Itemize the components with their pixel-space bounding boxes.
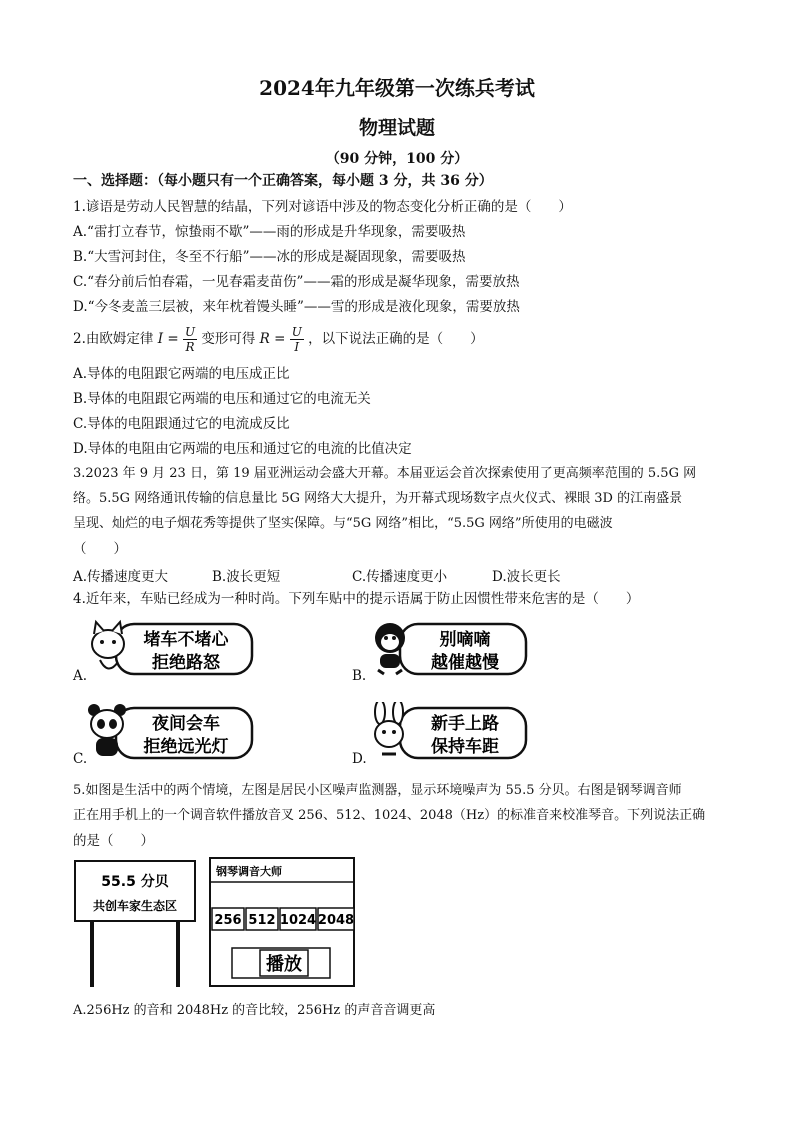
q2-prefix: 2.由欧姆定律 [73, 331, 154, 347]
sticker-b-line2: 越催越慢 [431, 653, 499, 673]
noise-reading: 55.5 分贝 [101, 874, 169, 890]
freq-label-2048: 2048 [317, 913, 355, 928]
exam-title: 2024年九年级第一次练兵考试 [259, 76, 535, 100]
play-label: 播放 [266, 954, 302, 975]
exam-meta: （90 分钟，100 分） [325, 151, 469, 167]
sticker-c-line1: 夜间会车 [152, 714, 220, 734]
sticker-a-line1: 堵车不堵心 [143, 630, 229, 650]
sticker-c-line2: 拒绝远光灯 [143, 737, 229, 757]
q3-option-a: A.传播速度更大 [73, 569, 169, 585]
rabbit-icon [375, 702, 403, 754]
q2-option-d: D.导体的电阻由它两端的电压和通过它的电流的比值决定 [73, 441, 412, 457]
formula1-lhs: I [157, 331, 164, 347]
app-title: 钢琴调音大师 [216, 865, 282, 878]
sticker-a-letter: A. [73, 668, 88, 684]
formula2-fraction [290, 325, 304, 354]
q1-option-c: C.“春分前后怕春霜，一见春霜麦苗伤”——霜的形成是凝华现象，需要放热 [73, 274, 520, 290]
formula1-numerator: U [184, 325, 196, 339]
q3-line-3: 呈现、灿烂的电子烟花秀等提供了坚实保障。与“5G 网络”相比，“5.5G 网络”所使用的电磁波 [73, 516, 613, 531]
sticker-b-line1: 别嘀嘀 [439, 630, 491, 650]
sticker-a [86, 618, 256, 680]
freq-label-512: 512 [248, 913, 276, 928]
formula1-denominator: R [185, 340, 195, 354]
q2-option-a: A.导体的电阻跟它两端的电压成正比 [73, 366, 290, 382]
penguin-icon [375, 623, 405, 674]
formula2-numerator: U [291, 325, 302, 339]
q1-option-d: D.“今冬麦盖三层被，来年枕着馒头睡”——雪的形成是液化现象，需要放热 [73, 299, 520, 315]
q1-stem: 1.谚语是劳动人民智慧的结晶，下列对谚语中涉及的物态变化分析正确的是（ ） [73, 199, 572, 215]
q3-option-b: B.波长更短 [212, 569, 281, 585]
q5-line-2: 正在用手机上的一个调音软件播放音叉 256、512、1024、2048（Hz）的标准音来校准琴音。下列说法正确 [73, 808, 706, 823]
sticker-d-line2: 保持车距 [431, 737, 499, 757]
q2-option-c: C.导体的电阻跟通过它的电流成反比 [73, 416, 290, 432]
sticker-c [86, 702, 256, 764]
sticker-d-letter: D. [352, 751, 367, 767]
formula1-fraction [183, 325, 197, 354]
sticker-d-line1: 新手上路 [431, 714, 499, 734]
q5-option-a: A.256Hz 的音和 2048Hz 的音比较，256Hz 的声音音调更高 [73, 1003, 436, 1018]
freq-label-1024: 1024 [279, 913, 317, 928]
tuning-app-screen [208, 856, 356, 988]
sign-post-right [176, 921, 180, 987]
noise-monitor-sign [72, 858, 200, 990]
q3-line-2: 络。5.5G 网络通讯传输的信息量比 5G 网络大大提升，为开幕式现场数字点火仪式、裸眼 3D 的江南盛景 [73, 491, 683, 506]
q4-stem: 4.近年来，车贴已经成为一种时尚。下列车贴中的提示语属于防止因惯性带来危害的是（ ） [73, 591, 640, 607]
subject-title: 物理试题 [358, 117, 435, 139]
sticker-d [368, 702, 530, 764]
sticker-b-letter: B. [352, 668, 367, 684]
q2-suffix: ，以下说法正确的是（ ） [308, 331, 484, 347]
formula2-lhs: R [259, 331, 270, 347]
q3-option-d: D.波长更长 [492, 569, 561, 585]
sign-slogan: 共创车家生态区 [92, 899, 178, 913]
sticker-a-line2: 拒绝路怒 [152, 653, 220, 673]
sign-post-left [90, 921, 94, 987]
q3-line-1: 3.2023 年 9 月 23 日，第 19 届亚洲运动会盛大开幕。本届亚运会首次探索使用了更高频率范围的 5.5G 网 [73, 466, 697, 481]
q5-line-1: 5.如图是生活中的两个情境，左图是居民小区噪声监测器，显示环境噪声为 55.5 分贝。右图是钢琴调音师 [73, 783, 682, 798]
q3-option-c: C.传播速度更小 [352, 569, 448, 585]
q2-stem: 2.由欧姆定律 I = $\frac{U}{R}$ 变形可得 R = $\frac{U}{I}$ ，以下说法正确的是（ ） [73, 325, 484, 354]
q1-option-b: B.“大雪河封住，冬至不行船”——冰的形成是凝固现象，需要吸热 [73, 249, 466, 265]
section-heading: 一、选择题：（每小题只有一个正确答案，每小题 3 分，共 36 分） [73, 173, 493, 189]
q1-option-a: A.“雷打立春节，惊蛰雨不歇”——雨的形成是升华现象，需要吸热 [73, 224, 466, 240]
freq-label-256: 256 [214, 913, 242, 928]
sticker-b [370, 618, 530, 680]
q3-line-4: （ ） [73, 541, 127, 557]
q2-option-b: B.导体的电阻跟它两端的电压和通过它的电流无关 [73, 391, 371, 407]
sticker-c-letter: C. [73, 751, 88, 767]
formula2-denominator: I [294, 340, 300, 354]
q2-mid: 变形可得 [201, 331, 256, 347]
q5-line-3: 的是（ ） [73, 833, 154, 849]
